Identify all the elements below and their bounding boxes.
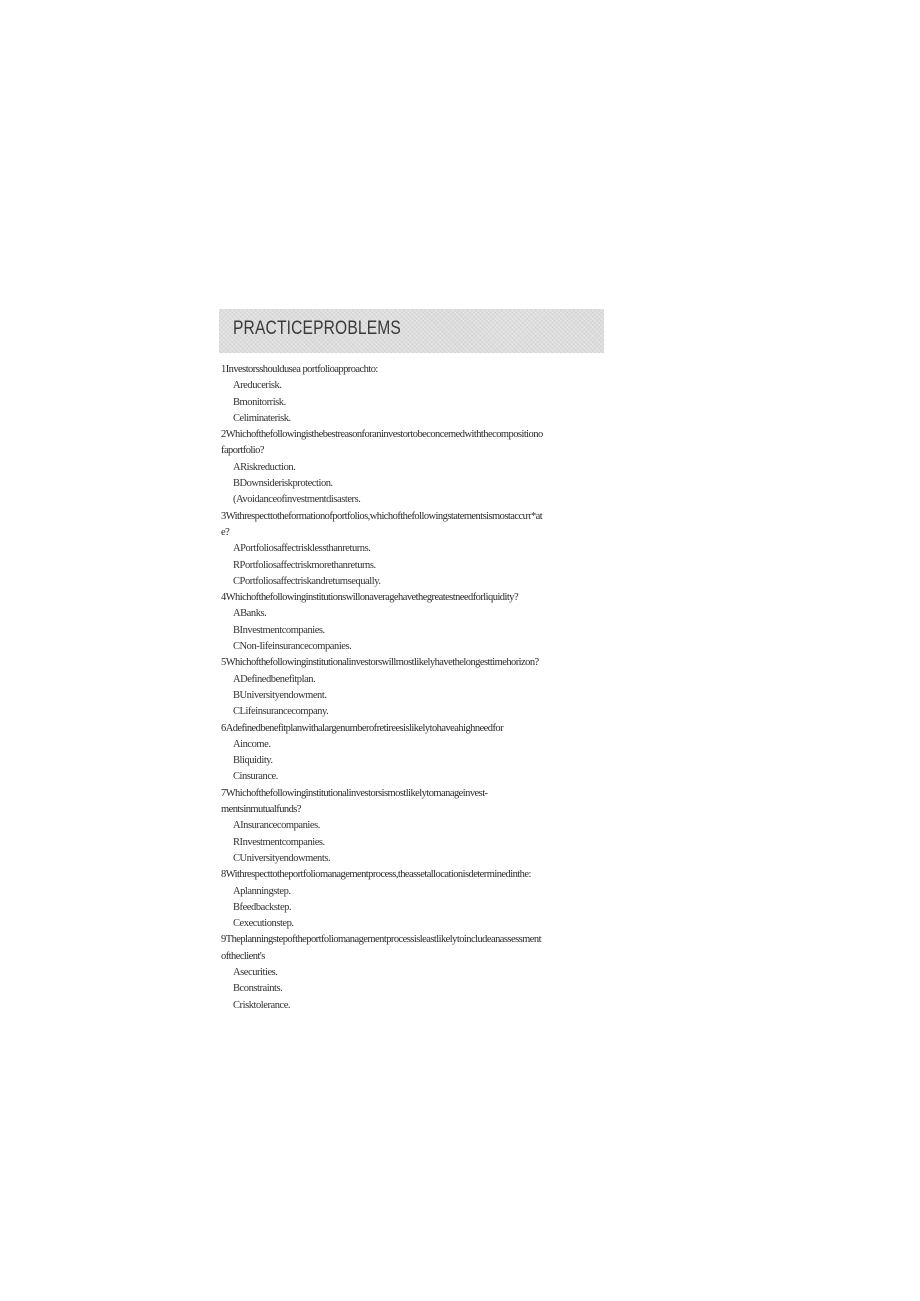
answer-option: CNon-Iifeinsurancecompanies. (233, 641, 352, 653)
question-text: 4Whichofthefollowinginstitutionswillonaveragehavethegreatestneedforliquidity? (221, 592, 519, 604)
question-7 (221, 786, 606, 867)
answer-options (221, 606, 606, 655)
answer-options (221, 965, 606, 1014)
question-text: 5Whichofthefollowinginstitutionalinvestorswillmostlikelyhavethelongesttimehorizon? (221, 657, 539, 669)
answer-option: CLifeinsurancecompany. (233, 706, 329, 718)
answer-option: CPortfoliosaffectriskandreturnsequally. (233, 575, 381, 587)
question-4 (221, 590, 606, 655)
question-2 (221, 427, 606, 508)
answer-option: Aplanningstep. (233, 885, 291, 897)
answer-option: Asecurities. (233, 966, 278, 978)
section-header-band (219, 309, 604, 353)
answer-option: RPortfoliosaffectriskmorethanreturns. (233, 559, 376, 571)
answer-option: Cinsurance. (233, 771, 278, 783)
answer-option: (Avoidanceofinvestmentdisasters. (233, 494, 361, 506)
question-text: 8Withrespecttotheportfoliomanagementprocess,theassetallocationisdeterminedinthe: (221, 869, 531, 881)
question-text: 9Theplanningstepoftheportfoliomanagementprocessisleastlikelytoincludeanassessment (221, 934, 541, 946)
answer-option: AInsurancecompanies. (233, 820, 320, 832)
answer-option: ABanks. (233, 608, 267, 620)
question-text: e? (221, 526, 230, 538)
answer-options (221, 737, 606, 786)
answer-option: CUniversityendowments. (233, 852, 331, 864)
question-8 (221, 867, 606, 932)
question-1 (221, 362, 606, 427)
answer-option: Crisktolerance. (233, 999, 291, 1011)
answer-option: Celiminaterisk. (233, 412, 291, 424)
answer-option: Bconstraints. (233, 983, 283, 995)
question-text: oftheclient's (221, 950, 265, 962)
answer-option: APortfoliosaffectrisklessthanreturns. (233, 543, 371, 555)
question-5 (221, 655, 606, 720)
answer-options (221, 818, 606, 867)
answer-option: Aincome. (233, 738, 271, 750)
question-text: 7Whichofthefollowinginstitutionalinvestorsismostlikelytomanageinvest- (221, 787, 488, 799)
question-6 (221, 721, 606, 786)
answer-options (221, 541, 606, 590)
answer-options (221, 884, 606, 933)
question-text: 1Investorsshouldusea portfolioapproachto: (221, 364, 378, 375)
answer-options (221, 672, 606, 721)
question-text: mentsinmutualfunds? (221, 804, 301, 816)
answer-option: ADefinedbenefitplan. (233, 673, 316, 685)
answer-option: Cexecutionstep. (233, 918, 294, 930)
question-text: 6Adefinedbenefitplanwithalargenumberofretireesislikelytohaveahighneedfor (221, 722, 504, 734)
answer-options (221, 378, 606, 427)
question-text: faportfolio? (221, 445, 264, 457)
section-title: PRACTICEPROBLEMS (233, 318, 401, 339)
question-list (221, 362, 606, 1014)
question-3 (221, 509, 606, 590)
answer-option: ARiskreduction. (233, 461, 296, 473)
question-9 (221, 932, 606, 1013)
answer-option: BDownsideriskprotection. (233, 478, 333, 490)
answer-option: BInvestmentcompanies. (233, 624, 325, 636)
answer-option: BUniversityendowment. (233, 689, 327, 701)
answer-option: Areducerisk. (233, 380, 282, 392)
answer-option: Bliquidity. (233, 755, 273, 767)
question-text: 2Whichofthefollowingisthebestreasonforaninvestortobeconcernedwiththecompositiono (221, 429, 543, 441)
answer-option: RInvestmentcompanies. (233, 836, 325, 848)
answer-option: Bmonitorrisk. (233, 396, 286, 408)
question-text: 3Withrespecttotheformationofportfolios,whichofthefollowingstatementsismostaccuτ*at (221, 510, 543, 522)
answer-options (221, 460, 606, 509)
answer-option: Bfeedbackstep. (233, 901, 292, 913)
